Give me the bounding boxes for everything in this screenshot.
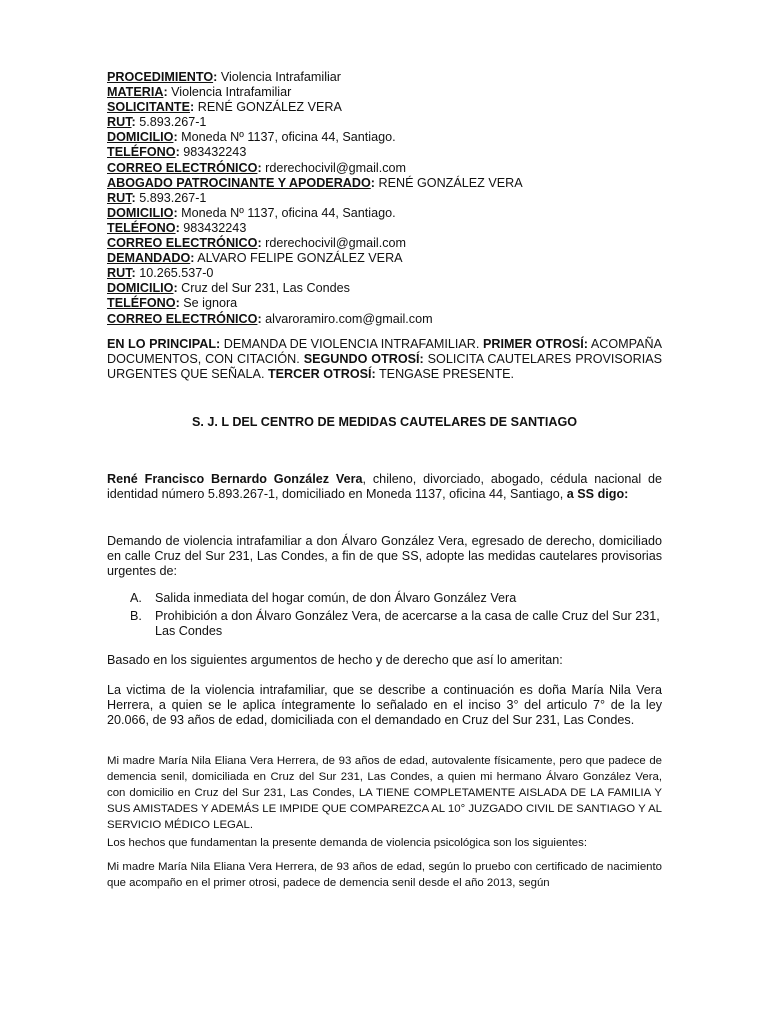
header-value: 10.265.537-0 [135,266,214,281]
header-row [107,221,667,236]
tercer-otrosi-label: TERCER OTROSÍ: [267,367,376,382]
header-colon: : [175,296,180,311]
header-row [107,206,667,221]
header-colon: : [131,266,136,281]
header-row [107,266,667,281]
plaintiff-name: René Francisco Bernardo González Vera [107,472,363,486]
header-value: Violencia Intrafamiliar [217,70,341,84]
header-label: RUT [107,190,132,205]
header-label: CORREO ELECTRÓNICO [107,236,258,251]
list-item [130,591,662,606]
header-row [107,145,667,160]
primer-otrosi-text: ACOMPAÑA DOCUMENTOS, CON CITACIÓN. [107,337,662,367]
basis-paragraph: Basado en los siguientes argumentos de hecho y de derecho que así lo ameritan: [107,653,563,667]
list-marker: B. [130,609,142,624]
list-marker: A. [130,591,142,605]
principal-text: DEMANDA DE VIOLENCIA INTRAFAMILIAR. [220,337,483,351]
header-value: 983432243 [179,220,247,235]
list-text: Salida inmediata del hogar común, de don Álvaro González Vera [155,591,517,605]
case-header [107,70,667,327]
intro-paragraph [107,472,662,502]
header-colon: : [190,251,195,266]
header-label: TELÉFONO [107,145,176,160]
header-value: Moneda Nº 1137, oficina 44, Santiago. [177,205,396,220]
court-title: S. J. L DEL CENTRO DE MEDIDAS CAUTELARES DE SANTIAGO [191,415,578,429]
header-value: Violencia Intrafamiliar [167,85,292,100]
header-label: ABOGADO PATROCINANTE Y APODERADO [107,175,371,190]
header-colon: : [175,145,180,160]
header-row [107,296,667,311]
primer-otrosi-label: PRIMER OTROSÍ: [482,337,588,351]
header-value: alvaroramiro.com@gmail.com [261,311,433,326]
mother-paragraph: Mi madre María Nila Eliana Vera Herrera, de 93 años de edad, autovalente físicamente, pero que padece de demencia senil, domiciliada en Cruz del Sur 231, Las Condes, a quien mi hermano Álvaro González Vera, con domicilio en Cruz del Sur 231, Las Condes, LA TIENE COMPLETAMENTE AISLADA DE LA FAMILIA Y SUS AMISTADES Y ADEMÁS LE IMPIDE QUE COMPAREZCA AL 10° JUZGADO CIVIL DE SANTIAGO Y AL SERVICIO MÉDICO LEGAL. [107,755,662,832]
measures-list [130,591,662,642]
header-row [107,176,667,191]
principal-summary [107,337,662,382]
header-row [107,115,667,130]
victim-paragraph: La victima de la violencia intrafamiliar, que se describe a continuación es doña María Nila Vera Herrera, a quien se le aplica íntegramente lo señalado en el inciso 3° del articulo 7° de la ley 20.066, de 93 años de edad, domiciliada con el demandado en Cruz del Sur 231, Las Condes. [107,683,662,728]
header-row [107,191,667,206]
header-colon: : [257,236,262,251]
header-label: CORREO ELECTRÓNICO [107,160,258,175]
header-value: Cruz del Sur 231, Las Condes [177,281,350,296]
header-label: SOLICITANTE [107,100,191,115]
principal-label: EN LO PRINCIPAL: [107,337,221,351]
header-value: 5.893.267-1 [135,115,207,130]
header-label: TELÉFONO [107,220,176,235]
header-label: DOMICILIO [107,130,174,145]
tercer-otrosi-text: TENGASE PRESENTE. [375,367,515,382]
header-row [107,100,667,115]
header-colon: : [370,175,375,190]
header-colon: : [175,220,180,235]
segundo-otrosi-label: SEGUNDO OTROSÍ: [303,352,424,367]
demand-paragraph: Demando de violencia intrafamiliar a don Álvaro González Vera, egresado de derecho, domiciliado en calle Cruz del Sur 231, Las Condes, a fin de que SS, adopte las medidas cautelares provisorias urgentes de: [107,534,662,579]
header-row [107,251,667,266]
last-paragraph: Mi madre María Nila Eliana Vera Herrera, de 93 años de edad, según lo pruebo con certificado de nacimiento que acompaño en el primer otrosi, padece de demencia senil desde el año 2013, según [107,861,662,890]
header-label: DEMANDADO [107,251,191,266]
header-value: ALVARO FELIPE GONZÁLEZ VERA [194,251,403,266]
header-row [107,130,667,145]
header-value: Moneda Nº 1137, oficina 44, Santiago. [177,130,396,145]
header-value: rderechocivil@gmail.com [261,160,407,175]
facts-paragraph: Los hechos que fundamentan la presente demanda de violencia psicológica son los siguientes: [107,837,587,849]
header-label: PROCEDIMIENTO [107,70,214,84]
header-row [107,312,667,327]
list-text: Prohibición a don Álvaro González Vera, de acercarse a la casa de calle Cruz del Sur 231, Las Condes [155,609,660,639]
header-label: TELÉFONO [107,296,176,311]
header-colon: : [131,115,136,130]
header-value: RENÉ GONZÁLEZ VERA [194,100,342,115]
header-value: 5.893.267-1 [135,190,207,205]
segundo-otrosi-text: SOLICITA CAUTELARES PROVISORIAS URGENTES QUE SEÑALA. [107,352,662,382]
header-row [107,236,667,251]
header-value: rderechocivil@gmail.com [261,236,407,251]
header-colon: : [213,70,218,84]
header-colon: : [190,100,195,115]
header-colon: : [257,160,262,175]
header-colon: : [163,85,168,100]
header-row [107,85,667,100]
header-colon: : [173,281,178,296]
header-value: RENÉ GONZÁLEZ VERA [375,175,523,190]
intro-text: , chileno, divorciado, abogado, cédula nacional de identidad número 5.893.267-1, domiciliado en Moneda 1137, oficina 44, Santiago, [107,472,662,502]
header-label: RUT [107,266,132,281]
header-row [107,161,667,176]
header-value: Se ignora [179,296,238,311]
header-value: 983432243 [179,145,247,160]
header-colon: : [131,190,136,205]
header-label: RUT [107,115,132,130]
header-row [107,70,667,85]
header-label: CORREO ELECTRÓNICO [107,311,258,326]
header-colon: : [173,205,178,220]
header-label: DOMICILIO [107,205,174,220]
header-label: MATERIA [107,85,164,100]
header-colon: : [173,130,178,145]
list-item [130,609,662,639]
header-row [107,281,667,296]
header-label: DOMICILIO [107,281,174,296]
intro-tail: a SS digo: [566,487,629,502]
header-colon: : [257,311,262,326]
